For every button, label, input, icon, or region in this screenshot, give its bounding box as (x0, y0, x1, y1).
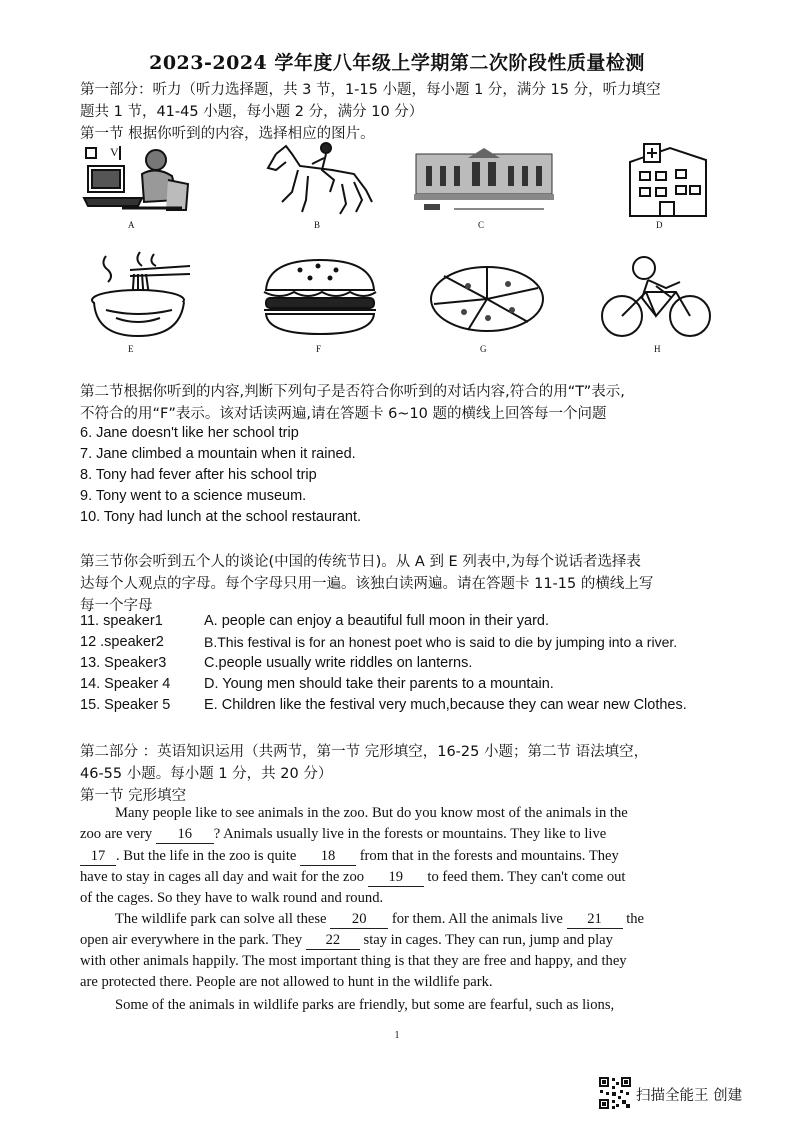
blank-22[interactable]: 22 (306, 932, 360, 950)
tf-item-10: 10. Tony had lunch at the school restaurant. (80, 509, 362, 525)
speaker-13: 13. Speaker3 (80, 655, 167, 671)
part2-heading-line1: 第二部分 ：英语知识运用（共两节，第一节 完形填空，16-25 小题；第二节 语法填空， (80, 744, 649, 760)
blank-18[interactable]: 18 (300, 848, 356, 866)
qr-code-icon (598, 1076, 632, 1110)
section3-heading-line1: 第三节你会听到五个人的谈论(中国的传统节日)。从 A 到 E 列表中,为每个说话者选择表 (80, 554, 641, 570)
option-a: A. people can enjoy a beautiful full moon in their yard. (204, 613, 549, 629)
passage-text: ? Animals usually live in the forests or mountains. They like to live (213, 826, 607, 842)
hamburger-icon (260, 256, 380, 338)
section3-heading-line3: 每一个字母 (80, 598, 153, 614)
horse-rider-icon (262, 140, 377, 220)
picture-label-d: D (656, 220, 663, 230)
person-at-computer-icon (82, 140, 192, 220)
blank-19[interactable]: 19 (368, 869, 424, 887)
cloze-section-heading: 第一节 完形填空 (80, 788, 187, 804)
exam-title: 2023-2024 学年度八年级上学期第二次阶段性质量检测 (149, 52, 645, 74)
blank-17[interactable]: 17 (80, 848, 116, 866)
picture-label-b: B (314, 220, 321, 230)
blank-21[interactable]: 21 (567, 911, 623, 929)
svg-text:V: V (110, 145, 119, 159)
passage-line-7 (80, 932, 613, 950)
option-b: B.This festival is for an honest poet who is said to die by jumping into a river. (204, 634, 678, 650)
tf-item-6: 6. Jane doesn't like her school trip (80, 425, 299, 441)
passage-line-1: Many people like to see animals in the zoo. But do you know most of the animals in the (115, 805, 628, 821)
page-number: 1 (394, 1030, 400, 1041)
picture-label-g: G (480, 344, 487, 354)
passage-text: the (626, 911, 645, 927)
tf-item-7: 7. Jane climbed a mountain when it rained. (80, 446, 356, 462)
museum-building-icon (414, 148, 554, 216)
hospital-building-icon (620, 140, 710, 220)
picture-label-f: F (316, 344, 322, 354)
pizza-icon (428, 264, 546, 334)
passage-text: stay in cages. They can run, jump and play (363, 932, 613, 948)
passage-line-8: with other animals happily. The most important thing is that they are free and happy, and they (80, 953, 627, 969)
picture-label-c: C (478, 220, 485, 230)
part1-heading-line1: 第一部分：听力（听力选择题，共 3 节，1-15 小题，每小题 1 分，满分 15 分，听力填空 (80, 82, 661, 98)
part2-heading-line2: 46-55 小题。每小题 1 分，共 20 分） (80, 766, 333, 782)
speaker-15: 15. Speaker 5 (80, 697, 171, 713)
speaker-11: 11. speaker1 (80, 613, 163, 629)
passage-text: open air everywhere in the park. They (80, 932, 303, 948)
passage-text: zoo are very (80, 826, 153, 842)
passage-text: for them. All the animals live (391, 911, 563, 927)
passage-line-3 (80, 848, 619, 866)
passage-line-5: of the cages. So they have to walk round and round. (80, 890, 384, 906)
blank-20[interactable]: 20 (330, 911, 388, 929)
passage-text: . But the life in the zoo is quite (116, 848, 297, 864)
passage-line-2 (80, 826, 606, 844)
part1-heading-line2: 题共 1 节，41-45 小题，每小题 2 分，满分 10 分） (80, 104, 424, 120)
section2-heading-line2: 不符合的用“F”表示。该对话读两遍,请在答题卡 6~10 题的横线上回答每一个问题 (80, 406, 607, 422)
section2-heading-line1: 第二节根据你听到的内容,判断下列句子是否符合你听到的对话内容,符合的用“T”表示, (80, 384, 625, 400)
passage-text: to feed them. They can't come out (427, 869, 626, 885)
speaker-12: 12 .speaker2 (80, 634, 164, 650)
passage-text: from that in the forests and mountains. They (359, 848, 619, 864)
noodles-bowl-icon (86, 248, 196, 340)
section1-heading: 第一节 根据你听到的内容，选择相应的图片。 (80, 126, 375, 142)
cyclist-icon (596, 252, 714, 340)
option-c: C.people usually write riddles on lanterns. (204, 655, 473, 671)
speaker-14: 14. Speaker 4 (80, 676, 171, 692)
passage-line-10: Some of the animals in wildlife parks are friendly, but some are fearful, such as lions, (115, 997, 615, 1013)
passage-text: have to stay in cages all day and wait for the zoo (80, 869, 365, 885)
blank-16[interactable]: 16 (156, 826, 214, 844)
picture-label-h: H (654, 344, 661, 354)
passage-line-4 (80, 869, 625, 887)
section3-heading-line2: 达每个人观点的字母。每个字母只用一遍。该独白读两遍。请在答题卡 11-15 的横线上写 (80, 576, 654, 592)
picture-label-a: A (128, 220, 135, 230)
option-e: E. Children like the festival very much,because they can wear new Clothes. (204, 697, 687, 713)
option-d: D. Young men should take their parents to a mountain. (204, 676, 554, 692)
tf-item-9: 9. Tony went to a science museum. (80, 488, 307, 504)
picture-label-e: E (128, 344, 134, 354)
passage-text: The wildlife park can solve all these (115, 911, 327, 927)
passage-line-6 (115, 911, 644, 929)
scanner-watermark: 扫描全能王 创建 (636, 1088, 743, 1104)
passage-line-9: are protected there. People are not allowed to hunt in the wildlife park. (80, 974, 493, 990)
tf-item-8: 8. Tony had fever after his school trip (80, 467, 317, 483)
